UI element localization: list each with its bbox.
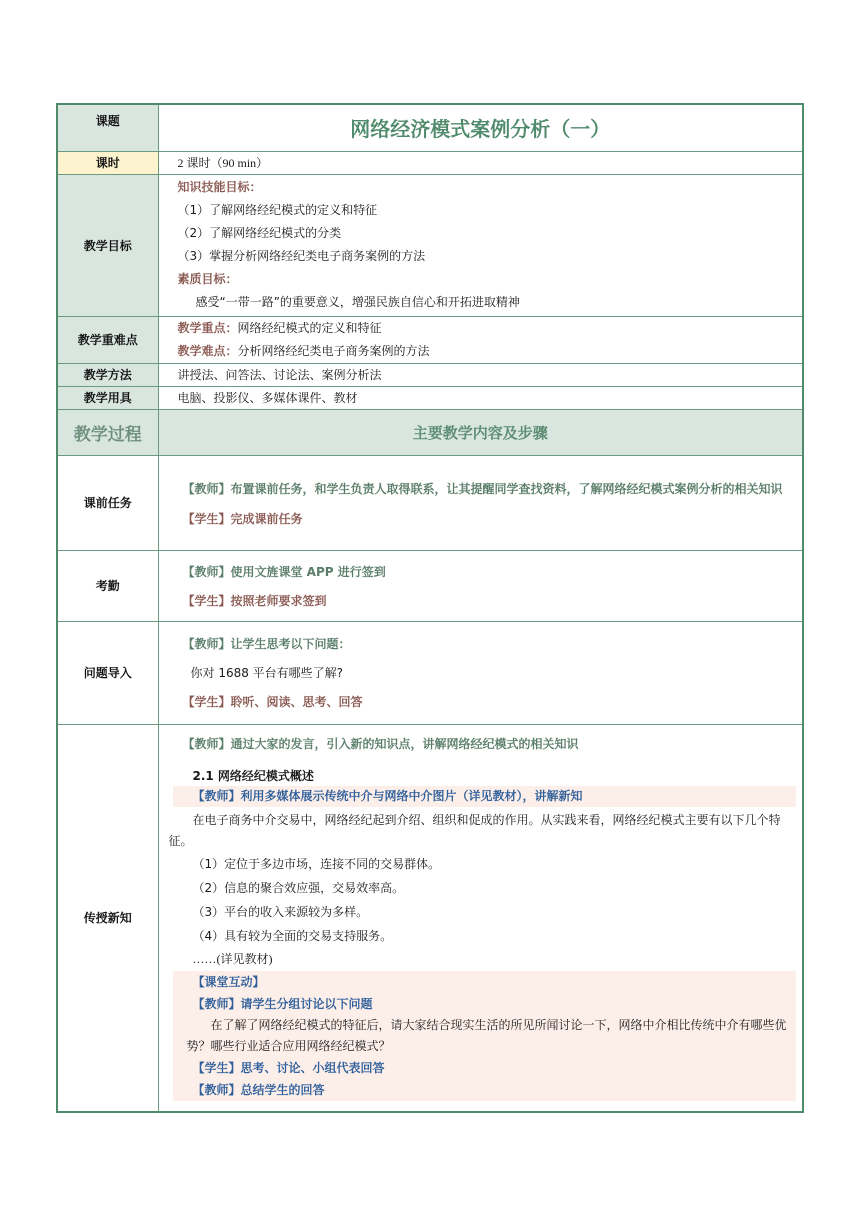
tools-value: 电脑、投影仪、多媒体课件、教材 xyxy=(158,386,803,409)
label-intro: 问题导入 xyxy=(57,621,158,724)
row-process-header xyxy=(57,409,803,455)
key-text: 网络经纪模式的定义和特征 xyxy=(237,320,382,335)
attendance-teacher: 【教师】使用文旌课堂 APP 进行签到 xyxy=(182,564,386,579)
difficulty-text: 分析网络经纪类电子商务案例的方法 xyxy=(237,343,430,358)
knowledge-item: （1）了解网络经纪模式的定义和特征 xyxy=(177,203,378,217)
interaction-summary: 【教师】总结学生的回答 xyxy=(192,1082,325,1097)
pretask-student: 【学生】完成课前任务 xyxy=(182,512,303,526)
row-topic xyxy=(57,104,803,151)
intro-content xyxy=(158,621,803,724)
label-teach: 传授新知 xyxy=(57,724,158,1112)
difficulty-heading: 教学难点： xyxy=(177,343,238,358)
interaction-teacher: 【教师】请学生分组讨论以下问题 xyxy=(192,996,373,1011)
teach-content xyxy=(158,724,803,1112)
knowledge-item: （2）了解网络经纪模式的分类 xyxy=(177,226,342,240)
row-hours xyxy=(57,151,803,174)
label-goals: 教学目标 xyxy=(57,174,158,316)
label-methods: 教学方法 xyxy=(57,363,158,386)
row-tools xyxy=(57,386,803,409)
methods-value: 讲授法、问答法、讨论法、案例分析法 xyxy=(158,363,803,386)
pretask-teacher: 【教师】布置课前任务，和学生负责人取得联系，让其提醒同学查找资料，了解网络经纪模式案例分析的相关知识 xyxy=(182,482,783,496)
row-intro xyxy=(57,621,803,724)
teach-teacher-intro: 【教师】通过大家的发言，引入新的知识点，讲解网络经纪模式的相关知识 xyxy=(182,736,579,751)
label-topic: 课题 xyxy=(57,104,158,151)
attendance-content xyxy=(158,550,803,621)
feature-item: （3）平台的收入来源较为多样。 xyxy=(192,904,369,919)
feature-item: （4）具有较为全面的交易支持服务。 xyxy=(192,928,393,943)
section-heading: 2.1 网络经纪模式概述 xyxy=(192,768,314,783)
features-intro: 在电子商务中介交易中，网络经纪起到介绍、组织和促成的作用。从实践来看，网络经纪模式主要有以下几个特征。 xyxy=(168,812,781,848)
key-heading: 教学重点： xyxy=(177,320,238,335)
process-header-right: 主要教学内容及步骤 xyxy=(158,409,803,455)
see-textbook: ……(详见教材) xyxy=(192,951,273,966)
interaction-question: 在了解了网络经纪模式的特征后，请大家结合现实生活的所见所闻讨论一下，网络中介相比传统中介有哪些优势？哪些行业适合应用网络经纪模式？ xyxy=(186,1017,787,1053)
intro-question: 你对 1688 平台有哪些了解? xyxy=(190,666,344,680)
row-methods xyxy=(57,363,803,386)
label-pretask: 课前任务 xyxy=(57,455,158,550)
label-attendance: 考勤 xyxy=(57,550,158,621)
feature-item: （1）定位于多边市场，连接不同的交易群体。 xyxy=(192,856,441,871)
attendance-student: 【学生】按照老师要求签到 xyxy=(182,593,327,608)
intro-teacher: 【教师】让学生思考以下问题： xyxy=(182,637,351,651)
row-attendance xyxy=(57,550,803,621)
label-tools: 教学用具 xyxy=(57,386,158,409)
row-goals xyxy=(57,174,803,316)
knowledge-item: （3）掌握分析网络经纪类电子商务案例的方法 xyxy=(177,249,426,263)
features-list xyxy=(183,852,797,948)
interaction-heading: 【课堂互动】 xyxy=(192,974,265,989)
lesson-title: 网络经济模式案例分析（一） xyxy=(158,104,803,151)
intro-student: 【学生】聆听、阅读、思考、回答 xyxy=(182,695,363,709)
feature-item: （2）信息的聚合效应强，交易效率高。 xyxy=(192,880,405,895)
label-key-points: 教学重难点 xyxy=(57,316,158,363)
quality-heading: 素质目标： xyxy=(177,272,238,286)
hours-value: 2 课时（90 min） xyxy=(158,151,803,174)
interaction-block xyxy=(173,971,797,1101)
row-pretask xyxy=(57,455,803,550)
process-header-left: 教学过程 xyxy=(57,409,158,455)
label-hours: 课时 xyxy=(57,151,158,174)
knowledge-heading: 知识技能目标： xyxy=(177,180,262,194)
goals-content xyxy=(158,174,803,316)
pretask-content xyxy=(158,455,803,550)
key-points-content xyxy=(158,316,803,363)
quality-text: 感受“一带一路”的重要意义，增强民族自信心和开拓进取精神 xyxy=(195,295,520,309)
interaction-student: 【学生】思考、讨论、小组代表回答 xyxy=(192,1060,385,1075)
row-teach xyxy=(57,724,803,1112)
teach-teacher-media: 【教师】利用多媒体展示传统中介与网络中介图片（详见教材），讲解新知 xyxy=(173,786,797,807)
lesson-plan-table xyxy=(56,103,804,1113)
row-key-points xyxy=(57,316,803,363)
